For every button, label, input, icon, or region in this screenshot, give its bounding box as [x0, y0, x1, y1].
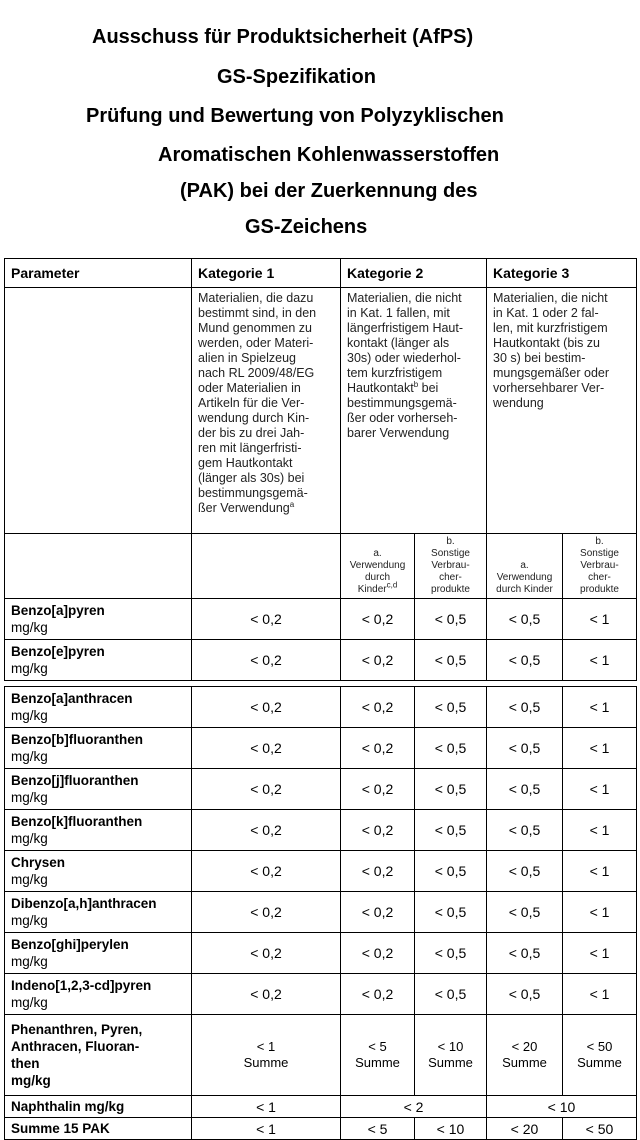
value-k1: < 0,2 [192, 687, 341, 728]
param-name: Benzo[e]pyren [11, 644, 105, 659]
value-k3b: < 1 [563, 728, 637, 769]
value-k3b: < 1 [563, 851, 637, 892]
footnote-b: b [413, 379, 419, 389]
table-row [5, 974, 637, 1015]
description-kategorie-2 [341, 288, 487, 534]
header-kategorie-3: Kategorie 3 [487, 259, 637, 288]
param-name: Dibenzo[a,h]anthracen [11, 896, 157, 911]
value-k2b: < 0,5 [415, 769, 487, 810]
value-k3b: < 1 [563, 640, 637, 681]
footnote-a: a [289, 499, 295, 509]
value-k2b: < 0,5 [415, 640, 487, 681]
param-unit: mg/kg [11, 872, 48, 887]
value-k1: < 0,2 [192, 892, 341, 933]
value-k1: < 0,2 [192, 974, 341, 1015]
description-row [5, 288, 637, 534]
value-k2b: < 0,5 [415, 892, 487, 933]
value-k3b: < 1 [563, 769, 637, 810]
title-line-6: GS-Zeichens [245, 216, 368, 238]
header-kategorie-2: Kategorie 2 [341, 259, 487, 288]
value-k2b: < 0,5 [415, 974, 487, 1015]
group-1-body [5, 599, 637, 681]
value-k1: < 1 [192, 1096, 341, 1118]
param-unit: mg/kg [11, 749, 48, 764]
pak-limits-table-top [4, 258, 637, 681]
value-k3b: < 1 [563, 810, 637, 851]
value-k2a: < 0,2 [341, 892, 415, 933]
kat2-text: Materialien, die nicht in Kat. 1 fallen, mit längerfristigem Haut- kontakt (länger als 30s) oder wiederhol- tem kurzfristigem Hautkontakt [347, 291, 464, 395]
value-k3b: < 1 [563, 599, 637, 640]
value-k2a: < 5 [341, 1118, 415, 1140]
value-k2a: < 0,2 [341, 728, 415, 769]
table-row [5, 810, 637, 851]
param-unit: mg/kg [11, 620, 48, 635]
group-2-body [5, 687, 637, 1015]
table-row [5, 933, 637, 974]
value-k2: < 2 [341, 1096, 487, 1118]
value-k3a: < 0,5 [487, 640, 563, 681]
value-k2b: < 0,5 [415, 851, 487, 892]
header-parameter: Parameter [5, 259, 192, 288]
title-line-3: Prüfung und Bewertung von Polyzyklischen [86, 105, 504, 127]
value-k3a: < 0,5 [487, 769, 563, 810]
value-k2b: < 0,5 [415, 810, 487, 851]
param-name: Summe 15 PAK [5, 1118, 192, 1140]
param-unit: mg/kg [11, 831, 48, 846]
value-k2a: < 0,2 [341, 810, 415, 851]
value-k2b: < 0,5 [415, 728, 487, 769]
param-name: Benzo[a]pyren [11, 603, 105, 618]
value-k2b: < 0,5 [415, 687, 487, 728]
pak-limits-table-bottom [4, 686, 637, 1140]
description-kategorie-3: Materialien, die nicht in Kat. 1 oder 2 fal- len, mit kurzfristigem Hautkontakt (bis zu 30 s) bei bestim- mungsgemäßer oder vorhersehbarer Ver- wendung [487, 288, 637, 534]
table-row [5, 687, 637, 728]
table-row [5, 851, 637, 892]
value-k3a: < 20 [487, 1118, 563, 1140]
sub-k2a: a. Verwendung durch Kinder$^{c,d}$ [341, 534, 415, 599]
table-row [5, 1118, 637, 1140]
value-k3a: < 0,5 [487, 933, 563, 974]
param-unit: mg/kg [11, 995, 48, 1010]
param-name: Benzo[b]fluoranthen [11, 732, 143, 747]
value-k3: < 10 [487, 1096, 637, 1118]
value-k3b: < 50 [563, 1118, 637, 1140]
table-row [5, 1015, 637, 1096]
value-k3b: < 1 [563, 892, 637, 933]
value-k3a: < 0,5 [487, 810, 563, 851]
value-k1: < 0,2 [192, 933, 341, 974]
value-k2a: < 0,2 [341, 687, 415, 728]
value-k1: < 0,2 [192, 851, 341, 892]
param-name: Benzo[a]anthracen [11, 691, 133, 706]
title-line-5: (PAK) bei der Zuerkennung des [180, 180, 478, 202]
param-name: Naphthalin mg/kg [5, 1096, 192, 1118]
value-k2a: < 0,2 [341, 851, 415, 892]
value-k3b: < 1 [563, 974, 637, 1015]
value-k2b: < 10 [415, 1118, 487, 1140]
param-unit: mg/kg [11, 708, 48, 723]
value-k1: < 0,2 [192, 810, 341, 851]
value-k3b: < 1 [563, 687, 637, 728]
title-line-4: Aromatischen Kohlenwasserstoffen [158, 144, 500, 166]
value-k2a: < 0,2 [341, 599, 415, 640]
value-k3a: < 0,5 [487, 599, 563, 640]
value-k3a: < 0,5 [487, 974, 563, 1015]
kat2-text-cont: bei bestimmungsgemä- ßer oder vorherseh- barer Verwendung [347, 381, 458, 440]
description-kategorie-1 [192, 288, 341, 534]
sub-k3a: a. Verwendung durch Kinder [487, 534, 563, 599]
value-k1: < 0,2 [192, 640, 341, 681]
document-title [0, 0, 640, 250]
table-row [5, 728, 637, 769]
header-kategorie-1: Kategorie 1 [192, 259, 341, 288]
value-k1: < 1 Summe [192, 1015, 341, 1096]
value-k1: < 0,2 [192, 769, 341, 810]
subheader-row [5, 534, 637, 599]
value-k1: < 1 [192, 1118, 341, 1140]
param-unit: mg/kg [11, 790, 48, 805]
sub-k2b: b. Sonstige Verbrau- cher- produkte [415, 534, 487, 599]
value-k2b: < 0,5 [415, 933, 487, 974]
value-k2a: < 0,2 [341, 933, 415, 974]
value-k3a: < 0,5 [487, 728, 563, 769]
title-line-1: Ausschuss für Produktsicherheit (AfPS) [92, 26, 474, 48]
param-name: Phenanthren, Pyren, Anthracen, Fluoran- then [11, 1022, 143, 1071]
value-k3a: < 0,5 [487, 851, 563, 892]
param-name: Chrysen [11, 855, 66, 870]
value-k3b: < 1 [563, 933, 637, 974]
description-empty [5, 288, 192, 534]
value-k2b: < 0,5 [415, 599, 487, 640]
table-row [5, 1096, 637, 1118]
value-k1: < 0,2 [192, 599, 341, 640]
table-row [5, 640, 637, 681]
footnote-cd: c,d [386, 580, 398, 590]
value-k3a: < 20 Summe [487, 1015, 563, 1096]
param-unit: mg/kg [11, 913, 48, 928]
table-row [5, 892, 637, 933]
param-unit: mg/kg [11, 954, 48, 969]
param-name: Benzo[j]fluoranthen [11, 773, 139, 788]
value-k2a: < 0,2 [341, 769, 415, 810]
table-row [5, 769, 637, 810]
param-name: Benzo[k]fluoranthen [11, 814, 143, 829]
title-line-2: GS-Spezifikation [217, 66, 376, 88]
param-name: Benzo[ghi]perylen [11, 937, 129, 952]
sub-k3b: b. Sonstige Verbrau- cher- produkte [563, 534, 637, 599]
value-k2a: < 0,2 [341, 640, 415, 681]
value-k2b: < 10 Summe [415, 1015, 487, 1096]
kat1-text: Materialien, die dazu bestimmt sind, in den Mund genommen zu werden, oder Materi- alien in Spielzeug nach RL 2009/48/EG oder Materialien in Artikeln für die Ver- wendung durch Kin- der bis zu drei Jah- ren mit längerfristi- gem Hautkontakt (länger als 30s) bei bestimmungsgemä- ßer Verwendung [198, 291, 317, 515]
value-k3a: < 0,5 [487, 892, 563, 933]
value-k3a: < 0,5 [487, 687, 563, 728]
header-row [5, 259, 637, 288]
value-k3b: < 50 Summe [563, 1015, 637, 1096]
value-k2a: < 0,2 [341, 974, 415, 1015]
table-row [5, 599, 637, 640]
value-k1: < 0,2 [192, 728, 341, 769]
param-unit: mg/kg [11, 661, 48, 676]
param-unit: mg/kg [11, 1073, 51, 1088]
param-name: Indeno[1,2,3-cd]pyren [11, 978, 152, 993]
value-k2a: < 5 Summe [341, 1015, 415, 1096]
